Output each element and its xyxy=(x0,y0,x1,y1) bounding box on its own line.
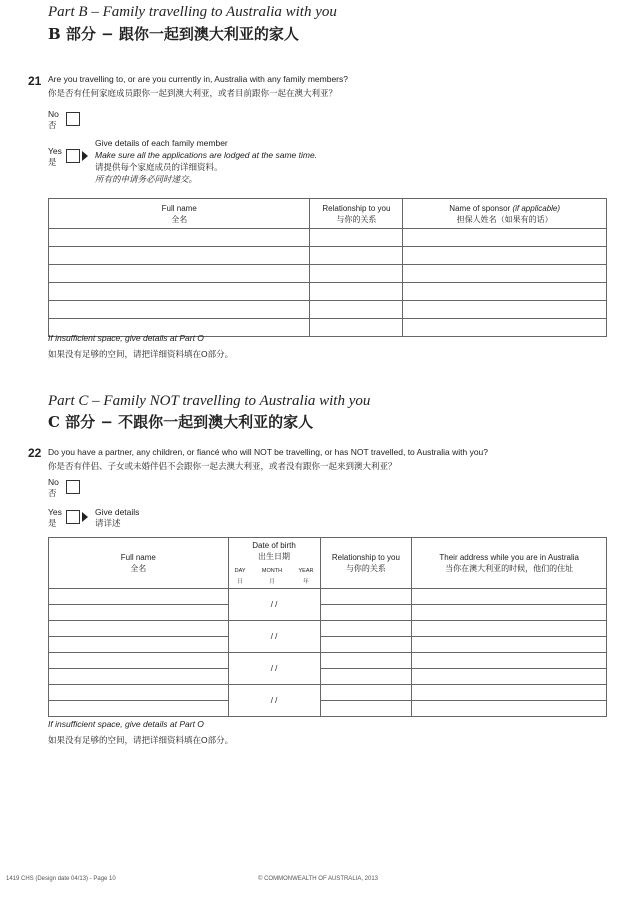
relationship-cell[interactable] xyxy=(310,301,403,319)
lodge-note-zh: 所有的申请务必同时递交。 xyxy=(95,174,198,184)
col-address: Their address while you are in Australia 当你在澳大利亚的时候，他们的住址 xyxy=(412,538,607,589)
no-label-zh: 否 xyxy=(48,488,57,498)
name-cell[interactable] xyxy=(49,229,310,247)
name-cell[interactable] xyxy=(49,589,229,605)
col-relationship: Relationship to you 与你的关系 xyxy=(310,199,403,229)
give-details-label-zh: 请详述 xyxy=(95,518,121,528)
name-cell[interactable] xyxy=(49,265,310,283)
table-row xyxy=(49,669,607,685)
part-c-title-zh: C 部分 − 不跟你一起到澳大利亚的家人 xyxy=(48,413,314,431)
sponsor-cell[interactable] xyxy=(403,265,607,283)
relationship-cell[interactable] xyxy=(320,605,412,621)
give-details-label: Give details of each family member xyxy=(95,138,228,148)
footer-copyright: © COMMONWEALTH OF AUSTRALIA, 2013 xyxy=(258,876,378,882)
table-row xyxy=(49,247,607,265)
relationship-cell[interactable] xyxy=(310,283,403,301)
sponsor-cell[interactable] xyxy=(403,319,607,337)
name-cell[interactable] xyxy=(49,653,229,669)
family-travelling-table xyxy=(48,198,607,337)
relationship-cell[interactable] xyxy=(310,265,403,283)
name-cell[interactable] xyxy=(49,637,229,653)
question-22-number: 22 xyxy=(28,446,42,460)
question-21-text-zh: 你是否有任何家庭成员跟你一起到澳大利亚，或者目前跟你一起在澳大利亚？ xyxy=(48,88,338,98)
question-21-number: 21 xyxy=(28,74,42,88)
relationship-cell[interactable] xyxy=(320,621,412,637)
q21-yes-checkbox[interactable] xyxy=(66,149,80,163)
address-cell[interactable] xyxy=(412,605,607,621)
col-sponsor: Name of sponsor (if applicable) 担保人姓名（如果有的话） xyxy=(403,199,607,229)
relationship-cell[interactable] xyxy=(320,589,412,605)
col-full-name: Full name 全名 xyxy=(49,199,310,229)
footer-form-id: 1419 CHS (Design date 04/13) - Page 10 xyxy=(6,876,116,882)
address-cell[interactable] xyxy=(412,589,607,605)
table-row xyxy=(49,653,607,669)
family-not-travelling-table xyxy=(48,537,607,717)
address-cell[interactable] xyxy=(412,669,607,685)
name-cell[interactable] xyxy=(49,701,229,717)
arrow-right-icon xyxy=(82,151,88,161)
relationship-cell[interactable] xyxy=(310,247,403,265)
no-label: No xyxy=(48,477,59,487)
name-cell[interactable] xyxy=(49,685,229,701)
part-c-title: Part C – Family NOT travelling to Australia with you xyxy=(48,393,371,409)
col-date-of-birth: Date of birth 出生日期 DAY 日 MONTH 月 YEAR 年 xyxy=(228,538,320,589)
relationship-cell[interactable] xyxy=(320,637,412,653)
table-row xyxy=(49,605,607,621)
relationship-cell[interactable] xyxy=(310,319,403,337)
question-21-text: Are you travelling to, or are you currently in, Australia with any family members? xyxy=(48,74,348,84)
name-cell[interactable] xyxy=(49,621,229,637)
table-row xyxy=(49,621,607,637)
lodge-note: Make sure all the applications are lodged at the same time. xyxy=(95,150,318,160)
no-label: No xyxy=(48,109,59,119)
insufficient-note: If insufficient space, give details at Part O xyxy=(48,333,204,343)
yes-label: Yes xyxy=(48,507,62,517)
dob-cell[interactable]: / / xyxy=(228,589,320,621)
name-cell[interactable] xyxy=(49,283,310,301)
sponsor-cell[interactable] xyxy=(403,283,607,301)
address-cell[interactable] xyxy=(412,621,607,637)
sponsor-cell[interactable] xyxy=(403,301,607,319)
no-label-zh: 否 xyxy=(48,120,57,130)
insufficient-note: If insufficient space, give details at Part O xyxy=(48,719,204,729)
address-cell[interactable] xyxy=(412,653,607,669)
insufficient-note-zh: 如果没有足够的空间，请把详细资料填在O部分。 xyxy=(48,349,234,359)
arrow-right-icon xyxy=(82,512,88,522)
sponsor-cell[interactable] xyxy=(403,229,607,247)
name-cell[interactable] xyxy=(49,669,229,685)
relationship-cell[interactable] xyxy=(320,701,412,717)
table-row xyxy=(49,265,607,283)
yes-label-zh: 是 xyxy=(48,157,57,167)
address-cell[interactable] xyxy=(412,701,607,717)
give-details-label-zh: 请提供每个家庭成员的详细资料。 xyxy=(95,162,223,172)
name-cell[interactable] xyxy=(49,247,310,265)
table-row xyxy=(49,283,607,301)
col-relationship: Relationship to you 与你的关系 xyxy=(320,538,412,589)
table-row xyxy=(49,685,607,701)
q22-yes-checkbox[interactable] xyxy=(66,510,80,524)
address-cell[interactable] xyxy=(412,685,607,701)
part-b-title: Part B – Family travelling to Australia with you xyxy=(48,4,337,20)
table-row xyxy=(49,701,607,717)
relationship-cell[interactable] xyxy=(320,669,412,685)
question-22-text-zh: 你是否有伴侣、子女或未婚伴侣不会跟你一起去澳大利亚，或者没有跟你一起来到澳大利亚？ xyxy=(48,461,397,471)
col-full-name: Full name 全名 xyxy=(49,538,229,589)
part-b-title-zh: B 部分 − 跟你一起到澳大利亚的家人 xyxy=(48,25,299,43)
relationship-cell[interactable] xyxy=(320,653,412,669)
table-row xyxy=(49,301,607,319)
dob-cell[interactable]: / / xyxy=(228,653,320,685)
address-cell[interactable] xyxy=(412,637,607,653)
table-row xyxy=(49,229,607,247)
name-cell[interactable] xyxy=(49,605,229,621)
yes-label-zh: 是 xyxy=(48,518,57,528)
dob-cell[interactable]: / / xyxy=(228,621,320,653)
relationship-cell[interactable] xyxy=(320,685,412,701)
dob-cell[interactable]: / / xyxy=(228,685,320,717)
sponsor-cell[interactable] xyxy=(403,247,607,265)
insufficient-note-zh: 如果没有足够的空间，请把详细资料填在O部分。 xyxy=(48,735,234,745)
name-cell[interactable] xyxy=(49,301,310,319)
yes-label: Yes xyxy=(48,146,62,156)
q22-no-checkbox[interactable] xyxy=(66,480,80,494)
relationship-cell[interactable] xyxy=(310,229,403,247)
q21-no-checkbox[interactable] xyxy=(66,112,80,126)
give-details-label: Give details xyxy=(95,507,140,517)
table-row xyxy=(49,589,607,605)
table-row xyxy=(49,637,607,653)
question-22-text: Do you have a partner, any children, or fiancé who will NOT be travelling, or has NOT travelled, to Australia with you? xyxy=(48,447,489,457)
